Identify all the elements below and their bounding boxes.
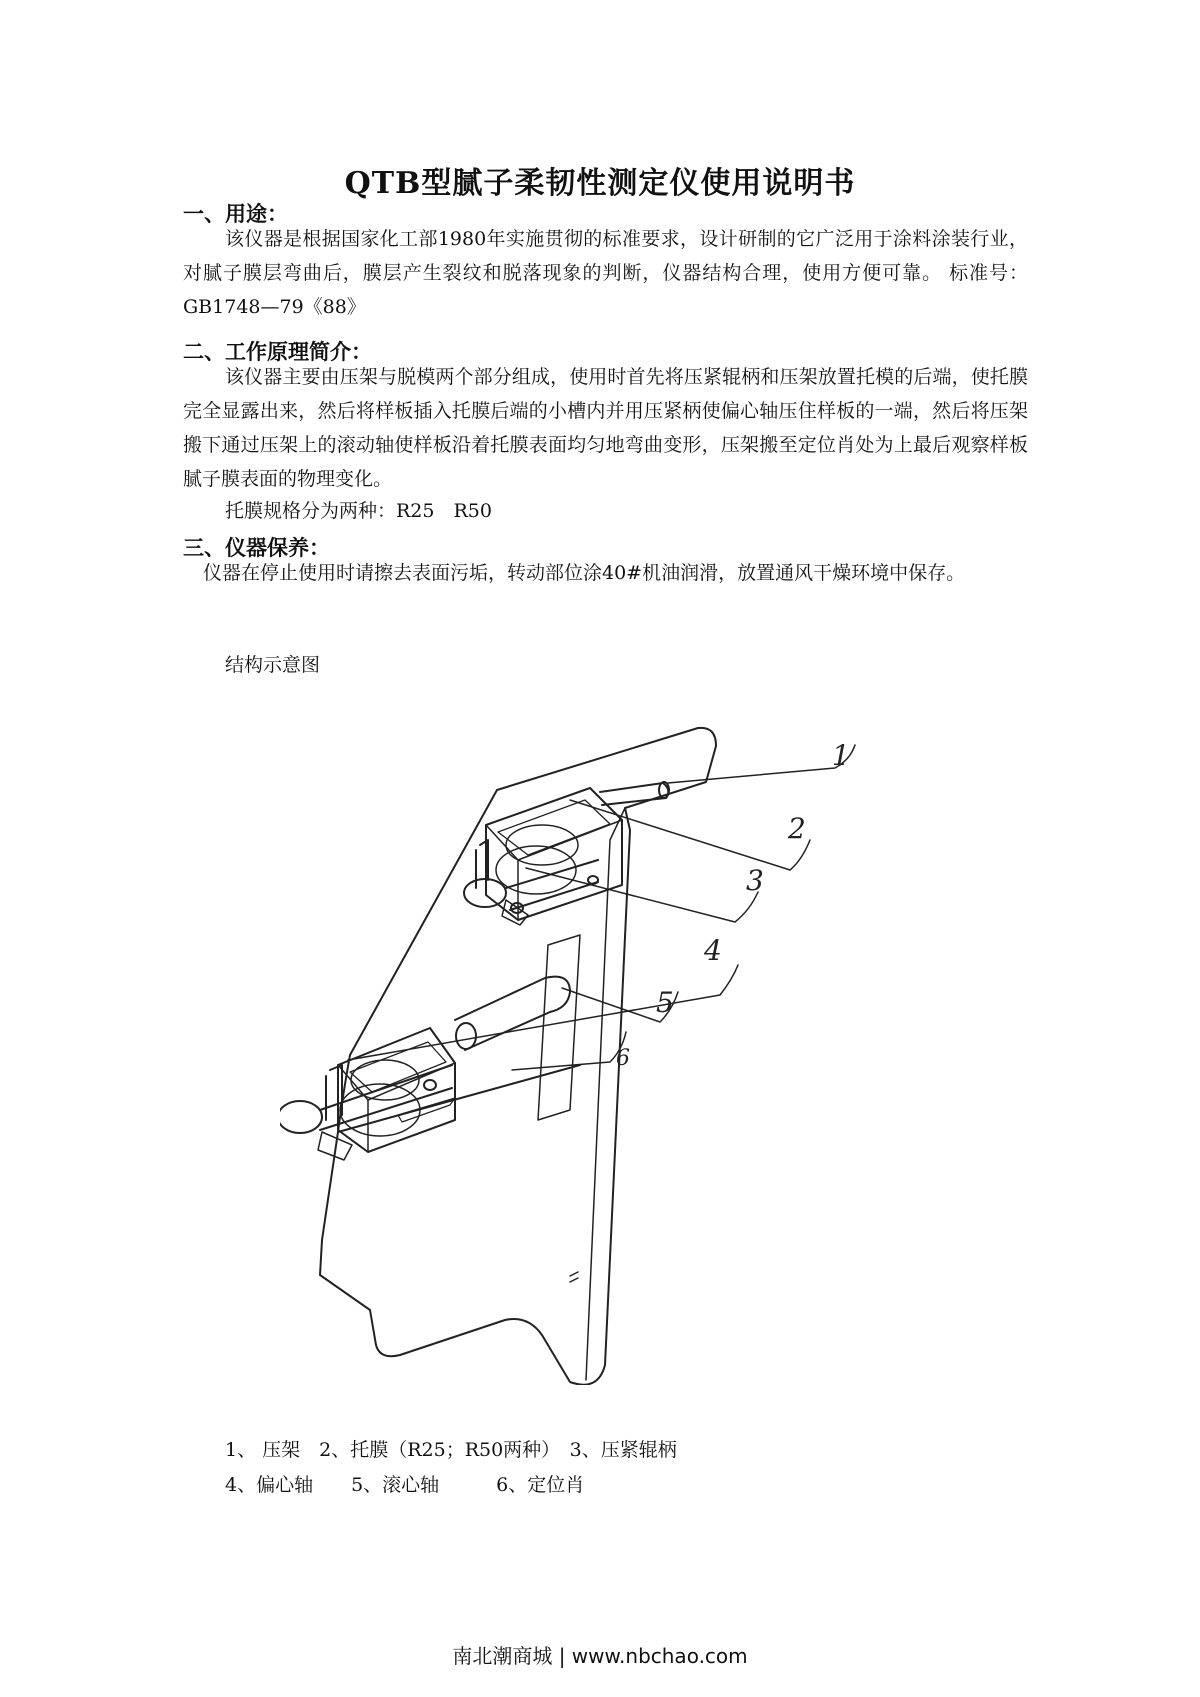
diagram-label-5: 5 <box>656 986 674 1019</box>
instrument-body <box>320 728 716 1385</box>
leader-line-3 <box>526 868 758 922</box>
diagram-label-3: 3 <box>746 864 764 897</box>
usage-paragraph: 该仪器是根据国家化工部1980年实施贯彻的标准要求，设计研制的它广泛用于涂料涂装行业，对腻子膜层弯曲后，膜层产生裂纹和脱落现象的判断，仪器结构合理，使用方便可靠。 标准号：GB1748—79《88》 <box>183 228 1028 318</box>
diagram-legend-line-2: 4、偏心轴 5、滚心轴 6、定位肖 <box>225 1474 585 1496</box>
leader-line-1 <box>668 745 855 783</box>
mold-spec-paragraph: 托膜规格分为两种：R25 R50 <box>225 500 492 522</box>
guide-slot <box>538 935 580 1120</box>
maintenance-paragraph: 仪器在停止使用时请擦去表面污垢，转动部位涂40#机油润滑，放置通风干燥环境中保存。 <box>203 562 966 584</box>
structure-diagram <box>280 720 960 1385</box>
section-heading-maintenance: 三、仪器保养： <box>183 535 330 560</box>
footer-site-link[interactable]: 南北潮商城 | www.nbchao.com <box>452 1644 748 1668</box>
diagram-label-2: 2 <box>788 812 806 845</box>
document-title: QTB型腻子柔韧性测定仪使用说明书 <box>344 166 856 201</box>
leader-line-6 <box>512 1032 626 1070</box>
diagram-label-1: 1 <box>832 739 850 772</box>
section-heading-usage: 一、用途： <box>183 201 288 226</box>
diagram-caption: 结构示意图 <box>225 654 321 676</box>
leader-line-2 <box>570 800 810 870</box>
diagram-label-6: 6 <box>616 1046 630 1071</box>
section-heading-principle: 二、工作原理简介： <box>183 339 372 364</box>
diagram-label-4: 4 <box>704 934 722 967</box>
principle-paragraph: 该仪器主要由压架与脱模两个部分组成，使用时首先将压紧辊柄和压架放置托模的后端，使托膜完全显露出来，然后将样板插入托膜后端的小槽内并用压紧柄使偏心轴压住样板的一端，然后将压架搬下通过压架上的滚动轴使样板沿着托膜表面均匀地弯曲变形，压架搬至定位肖处为上最后观察样板腻子膜表面的物理变化。 <box>183 366 1028 490</box>
diagram-legend-line-1: 1、 压架 2、托膜（R25；R50两种） 3、压紧辊柄 <box>225 1439 677 1461</box>
